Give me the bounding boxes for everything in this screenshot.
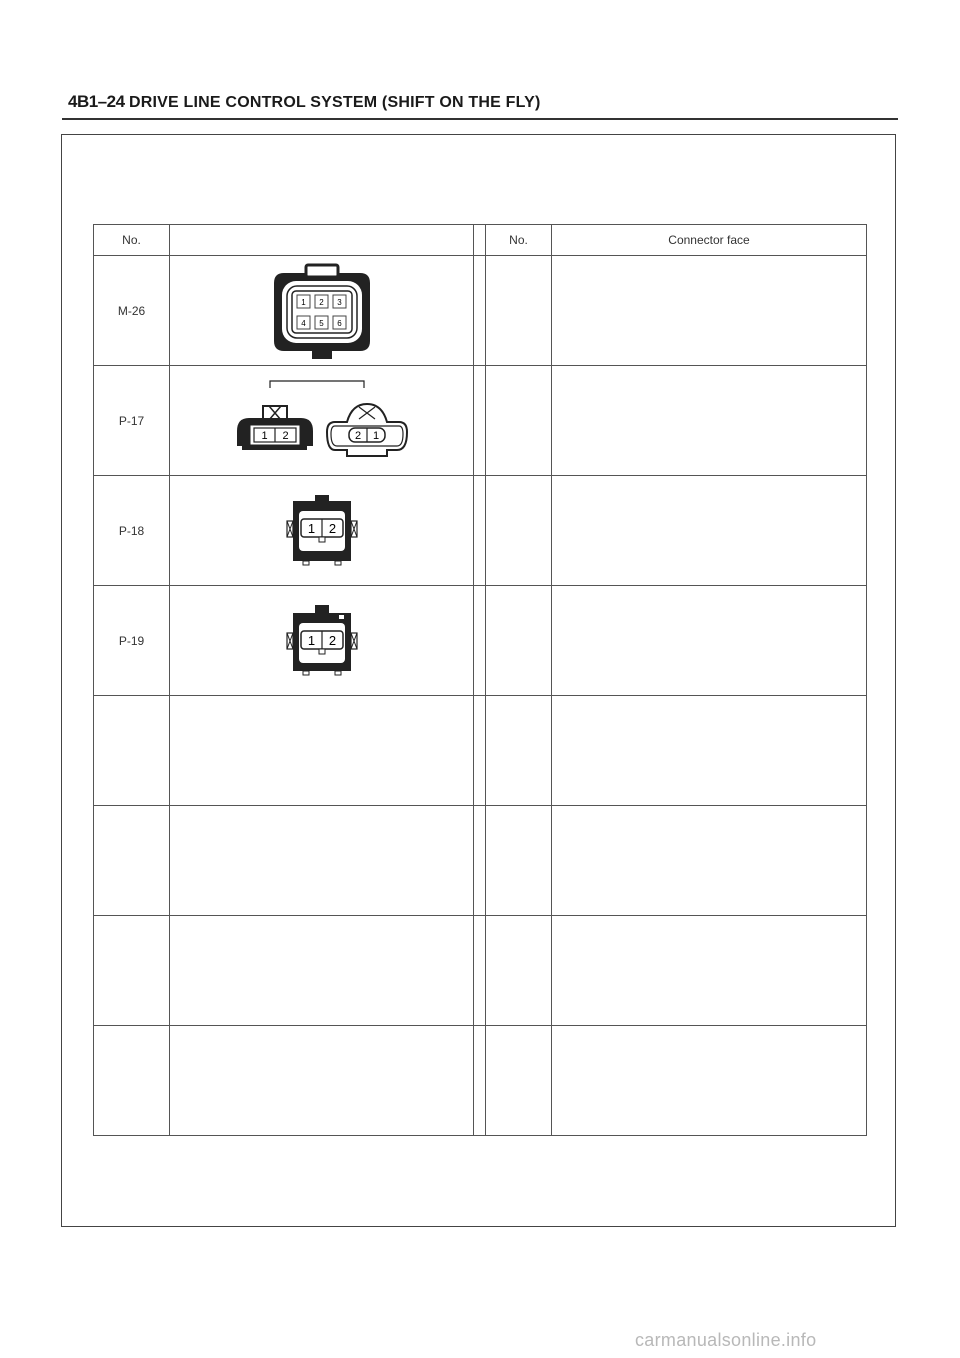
header-no: No. (94, 225, 170, 256)
connector-face-cell (170, 1026, 474, 1136)
page-title: DRIVE LINE CONTROL SYSTEM (SHIFT ON THE FLY) (129, 94, 541, 111)
page-header (62, 88, 898, 120)
table-row (94, 256, 867, 366)
gap-cell (474, 1026, 486, 1136)
table-row (94, 916, 867, 1026)
connector-no (94, 696, 170, 806)
pin-label: 1 (300, 297, 306, 307)
table-row (94, 586, 867, 696)
gap-cell (474, 916, 486, 1026)
pin-label: 4 (300, 318, 306, 328)
gap-cell (474, 806, 486, 916)
connector-face-cell (170, 476, 474, 586)
connector-no (94, 806, 170, 916)
header-connector-face: Connector face (552, 225, 867, 256)
pin-label: 3 (336, 297, 342, 307)
page-number: 4B1–24 (68, 92, 125, 111)
connector-face-right (552, 806, 867, 916)
connector-p19-diagram (277, 601, 367, 681)
gap-cell (474, 256, 486, 366)
watermark: carmanualsonline.info (635, 1330, 817, 1350)
gap-cell (474, 366, 486, 476)
connector-no-right (486, 366, 552, 476)
connector-no-right (486, 1026, 552, 1136)
table-row (94, 806, 867, 916)
pin-label: 2 (281, 429, 289, 442)
header-gap (474, 225, 486, 256)
connector-no (94, 916, 170, 1026)
connector-face-right (552, 696, 867, 806)
connector-table (93, 224, 867, 1136)
connector-face-cell (170, 806, 474, 916)
header-connector-face-left (170, 225, 474, 256)
connector-m26-diagram (262, 261, 382, 361)
connector-no-right (486, 476, 552, 586)
connector-face-right (552, 586, 867, 696)
pin-label: 1 (307, 632, 315, 648)
connector-face-cell (170, 366, 474, 476)
connector-p18-diagram (277, 491, 367, 571)
pin-label: 2 (318, 297, 324, 307)
connector-face-cell (170, 586, 474, 696)
connector-no (94, 1026, 170, 1136)
connector-face-cell (170, 916, 474, 1026)
pin-label: 2 (328, 520, 336, 536)
pin-label: 1 (372, 429, 379, 442)
connector-no-right (486, 256, 552, 366)
pin-label: 1 (260, 429, 268, 442)
table-row (94, 366, 867, 476)
connector-face-cell (170, 256, 474, 366)
pin-label: 2 (354, 429, 361, 442)
gap-cell (474, 586, 486, 696)
pin-label: 2 (328, 632, 336, 648)
table-row (94, 1026, 867, 1136)
pin-label: 6 (336, 318, 342, 328)
header-no-right: No. (486, 225, 552, 256)
table-header-row (94, 225, 867, 256)
connector-face-right (552, 476, 867, 586)
connector-no: M-26 (94, 256, 170, 366)
connector-no-right (486, 696, 552, 806)
connector-no: P-19 (94, 586, 170, 696)
connector-no-right (486, 806, 552, 916)
table-row (94, 696, 867, 806)
connector-face-right (552, 1026, 867, 1136)
pin-label: 1 (307, 520, 315, 536)
connector-no-right (486, 916, 552, 1026)
gap-cell (474, 476, 486, 586)
connector-face-cell (170, 696, 474, 806)
connector-p17-diagram (227, 376, 417, 466)
connector-face-right (552, 916, 867, 1026)
table-row (94, 476, 867, 586)
connector-face-right (552, 366, 867, 476)
gap-cell (474, 696, 486, 806)
pin-label: 5 (318, 318, 324, 328)
connector-no-right (486, 586, 552, 696)
connector-no: P-18 (94, 476, 170, 586)
connector-face-right (552, 256, 867, 366)
connector-no: P-17 (94, 366, 170, 476)
